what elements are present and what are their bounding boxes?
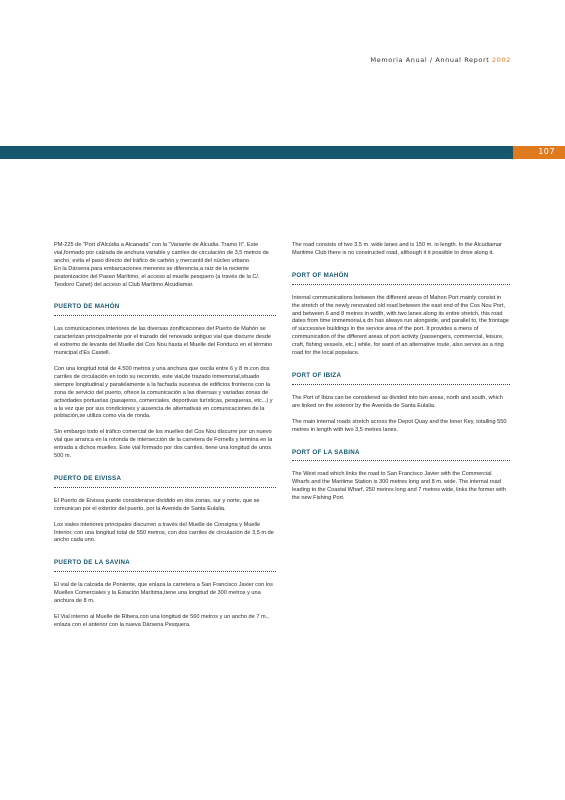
heading-divider xyxy=(292,284,510,286)
section-heading-eivissa: PUERTO DE EIVISSA xyxy=(54,474,122,482)
paragraph: The road consists of two 3,5 m. wide lanes and is 150 m. in length. In the Alcudiamar Maritime Club there is no constructed road, although it it possible to drive along it. xyxy=(292,242,502,256)
paragraph: Con una longitud total de 4.500 metros y una anchura que oscila entre 6 y 8 m.con dos carriles de circulación en todo su recorrido, este vial,de trazado inmemorial,situado siempre longitudinal y paralelamente a la fachada sucesiva de edificios fronteros con la zona de servicio del puerto, ofrece la comunicación a las diversas y variadas zonas de actividades portuarias (pasajeros, comerciales, deportivas turísticas, pesqueras, etc...) y a la vez que por sus condiciones y ausencia de alternativas en comunicaciones de la población,se utiliza como vía de ronda. xyxy=(54,365,273,420)
section-heading-ibiza: PORT OF IBIZA xyxy=(292,371,342,379)
spanish-column xyxy=(54,242,276,638)
page-number: 107 xyxy=(538,147,555,156)
paragraph: The West road which links the road to San Francisco Javier with the Commercial Wharfs and the Maritime Station is 300 metres long and 8 m. wide. The internal road leading to the Coastal Wharf, 250 metres long and 7 metres wide, links the former with the new Fishing Port. xyxy=(292,471,506,502)
section-heading-sabina: PORT OF LA SABINA xyxy=(292,448,360,456)
paragraph: El vial de la calzada de Poniente, que enlaza la carretera a San Francisco Javier con los Muelles Comerciales y la Estación Marítima,tiene una longitud de 300 metros y una anchura de 8 m. xyxy=(54,582,273,605)
heading-divider xyxy=(54,487,276,489)
heading-divider xyxy=(54,315,276,317)
section-heading-savina: PUERTO DE LA SAVINA xyxy=(54,559,131,567)
report-year: 2002 xyxy=(492,56,511,64)
paragraph: En la Dársena para embarcaciones menores se diferencia,a raíz de la reciente peatonización del Paseo Marítimo, el acceso al muelle pesquero (a través de la C/. Teodoro Canet) del acceso al Club Marítimo Alcudiamar. xyxy=(54,265,260,288)
paragraph: El Vial interno al Muelle de Ribera,con una longitud de 560 metros y un ancho de 7 m., enlaza con el anterior con la nueva Dársena Pesquera. xyxy=(54,614,269,628)
paragraph: PM-225 de "Port d'Alcúdia a Alcanada" con la "Variante de Alcudia. Tramo II". Este vial,formado por calzada de anchura variable y carriles de circulación de 3,5 metros de ancho, evita el paso directo del tráfico de carbón y mercantil del núcleo urbano. xyxy=(54,242,269,264)
section-heading-mahon: PUERTO DE MAHÓN xyxy=(54,303,120,311)
section-heading-mahon-en: PORT OF MAHÓN xyxy=(292,271,349,279)
paragraph: The main internal roads stretch across the Depot Quay and the Inner Key, totalling 550 metres in length with two 3,5 metres lanes. xyxy=(292,418,507,433)
paragraph: Sin embargo todo el tráfico comercial de los muelles del Cos Nou discurre por un nuevo vial que arranca en la rotonda de intersección de la carretera de Fornells y termina en la entrada a dichos muelles. Este vial formado por dos carriles, tiene una longitud de unos 500 m. xyxy=(54,429,273,460)
paragraph: El Puerto de Eivissa puede considerarse dividido en dos zonas, sur y norte, que se comunican por el exterior del puerto, por la Avenida de Santa Eulalia. xyxy=(54,497,260,512)
header-band xyxy=(0,146,565,159)
english-column xyxy=(292,242,510,511)
heading-divider xyxy=(292,460,510,462)
paragraph: Internal communications between the different areas of Mahon Port mainly consist in the stretch of the newly renovated old road between the east end of the Cos Nou Port, and between 6 and 8 metres in width, with two lanes along its entire stretch, this road dates from time immemorial,a dn has always run alongside, and parallel to, the frontage of successive buildings in the service area of the port. It provides a mens of communication of the different areas of port activity (passengers, commercial, leisure, craft, fishing vessels, etc.) while, for want of an alternative route, also serves as a ring road for the local populace. xyxy=(292,294,510,357)
heading-divider xyxy=(54,571,276,573)
report-title: Memoria Anual / Annual Report xyxy=(370,56,490,64)
paragraph: Los viales interiores principales discurren a través del Muelle de Consigna y Muelle Interior, con una longitud total de 550 metros, con dos carriles de circulación de 3,5 m.de ancho cada uno. xyxy=(54,521,274,544)
paragraph: Las comunicaciones interiores de las diversas zonificaciones del Puerto de Mahón se caracterizan principalmente por el trazado del renovado antiguo vial que discurre desde el extremo de levante del Muelle del Cos Nou hasta el Muelle del Fonduco en el término municipal d'Es Castell. xyxy=(54,326,273,357)
heading-divider xyxy=(292,384,510,386)
paragraph: The Port of Ibiza can be considered as divided into two areas, north and south, which are linked on the exterior by the Avenida de Santa Eulalia. xyxy=(292,394,503,409)
report-header xyxy=(371,56,511,64)
